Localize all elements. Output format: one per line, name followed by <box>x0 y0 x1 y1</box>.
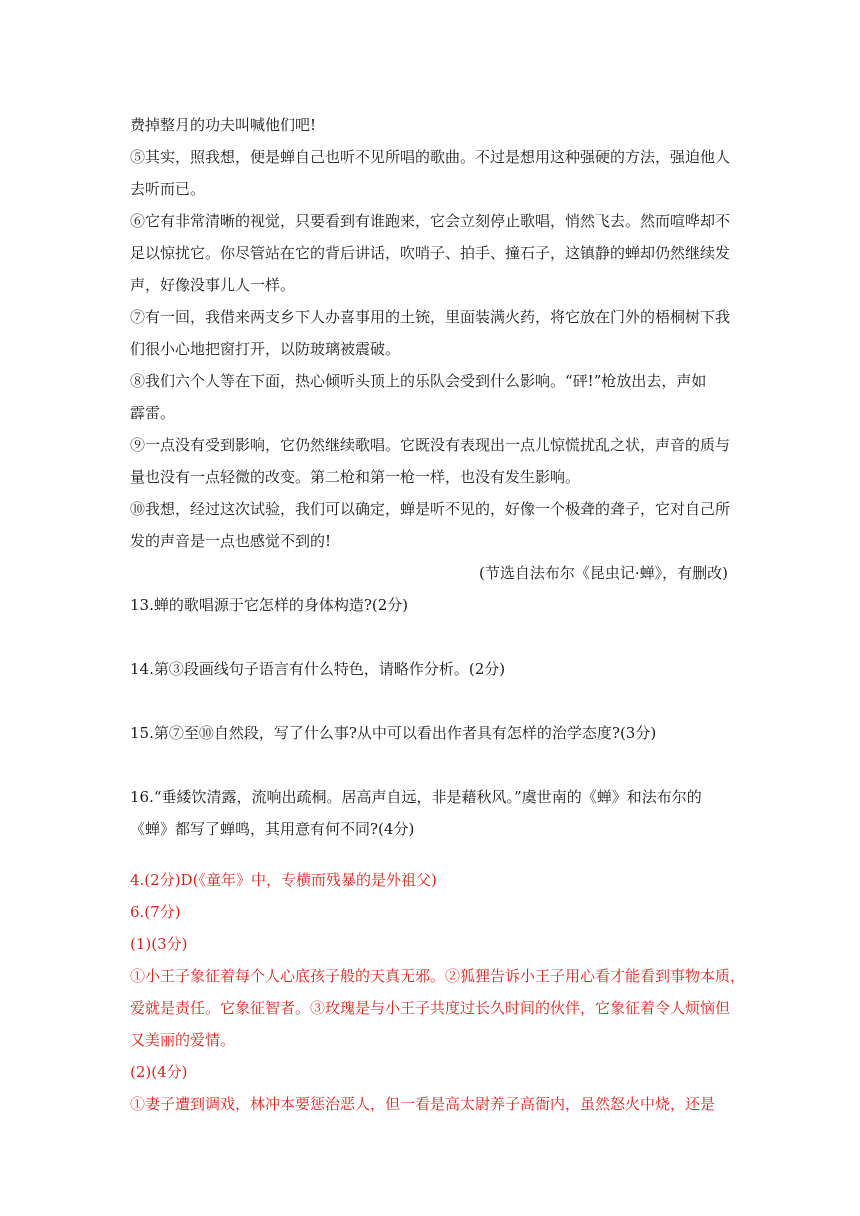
passage-line: ⑥它有非常清晰的视觉，只要看到有谁跑来，它会立刻停止歌唱，悄然飞去。然而喧哗却不 <box>130 212 731 230</box>
answer-line: ①小王子象征着每个人心底孩子般的天真无邪。②狐狸告诉小王子用心看才能看到事物本质， <box>130 967 746 985</box>
passage-line: 们很小心地把窗打开，以防玻璃被震破。 <box>130 340 401 358</box>
answer-line: 爱就是责任。它象征智者。③玫瑰是与小王子共度过长久时间的伙伴，它象征着令人烦恼但 <box>130 999 731 1017</box>
question-14: 14.第③段画线句子语言有什么特色，请略作分析。(2分) <box>130 660 506 678</box>
answer-line: 又美丽的爱情。 <box>130 1031 236 1049</box>
passage-line: 足以惊扰它。你尽管站在它的背后讲话，吹哨子、拍手、撞石子，这镇静的蝉却仍然继续发 <box>130 244 731 262</box>
passage-line: ⑩我想，经过这次试验，我们可以确定，蝉是听不见的，好像一个极聋的聋子，它对自己所 <box>130 500 731 518</box>
question-16-cont: 《蝉》都写了蝉鸣，其用意有何不同?(4分) <box>130 820 415 838</box>
passage-line: ⑧我们六个人等在下面，热心倾听头顶上的乐队会受到什么影响。“砰!”枪放出去，声如 <box>130 372 707 390</box>
question-15: 15.第⑦至⑩自然段，写了什么事?从中可以看出作者具有怎样的治学态度?(3分) <box>130 724 657 742</box>
passage-line: ⑦有一回，我借来两支乡下人办喜事用的土铳，里面装满火药，将它放在门外的梧桐树下我 <box>130 308 731 326</box>
passage-line: ⑤其实，照我想，便是蝉自己也听不见所唱的歌曲。不过是想用这种强硬的方法，强迫他人 <box>130 148 731 166</box>
question-16: 16.“垂緌饮清露，流响出疏桐。居高声自远，非是藉秋风。”虞世南的《蝉》和法布尔的 <box>130 788 702 806</box>
passage-line: 量也没有一点轻微的改变。第二枪和第一枪一样，也没有发生影响。 <box>130 468 581 486</box>
passage-line: 发的声音是一点也感觉不到的! <box>130 532 332 550</box>
source-citation: (节选自法布尔《昆虫记·蝉》，有删改) <box>479 564 728 582</box>
answer-line: 4.(2分)D(《童年》中，专横而残暴的是外祖父) <box>130 871 437 889</box>
passage-line: 费掉整月的功夫叫喊他们吧! <box>130 116 317 134</box>
passage-line: 声，好像没事儿人一样。 <box>130 276 296 294</box>
answer-line: ①妻子遭到调戏，林冲本要惩治恶人，但一看是高太尉养子高衙内，虽然怒火中烧，还是 <box>130 1095 716 1113</box>
answer-line: (1)(3分) <box>130 935 188 953</box>
passage-line: 霹雷。 <box>130 404 176 422</box>
passage-line: 去听而已。 <box>130 180 206 198</box>
answer-line: (2)(4分) <box>130 1063 188 1081</box>
passage-line: ⑨一点没有受到影响，它仍然继续歌唱。它既没有表现出一点儿惊慌扰乱之状，声音的质与 <box>130 436 731 454</box>
question-13: 13.蝉的歌唱源于它怎样的身体构造?(2分) <box>130 596 409 614</box>
answer-line: 6.(7分) <box>130 903 181 921</box>
